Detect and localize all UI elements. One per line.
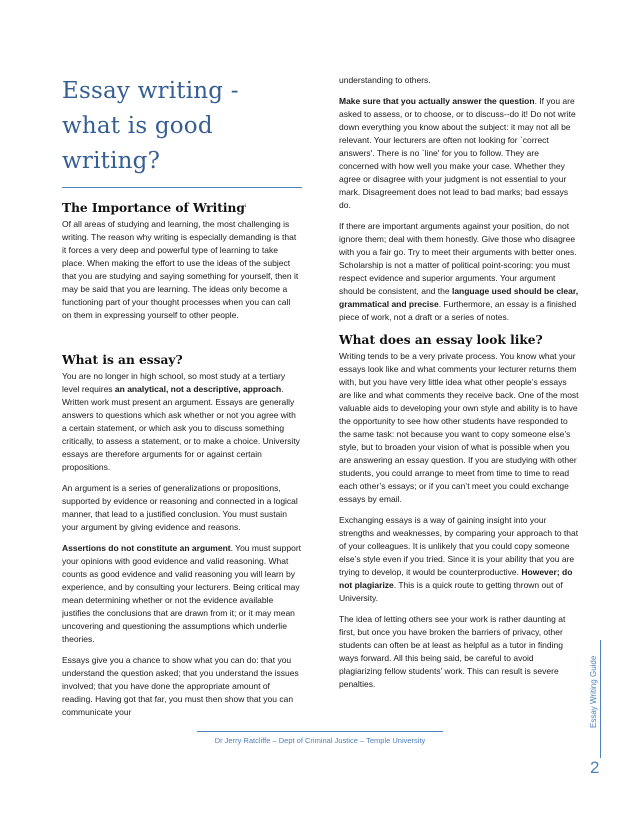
footer-text: Dr Jerry Ratcliffe – Dept of Criminal Justice – Temple University	[214, 736, 426, 745]
text-run: . Furthermore, an essay is a finished piece of work, not a draft or a series of notes.	[339, 299, 577, 322]
paragraph	[62, 542, 302, 646]
text-run: understanding to others.	[339, 75, 431, 85]
bold-text: an analytical, not a descriptive, approach	[114, 384, 282, 395]
paragraph	[62, 218, 302, 322]
page-number: 2	[590, 758, 600, 777]
section-heading-essay-look: What does an essay look like?	[339, 333, 543, 347]
text-run: Writing tends to be a very private process. You know what your essays look like and what comments your lecturer returns them with, but you have very little idea what other people’s essays are like and what comments they receive back. One of the most valuable aids to developing your own style and ability is to have the opportunity to see how other students have responded to the same task: not because you want to copy someone else’s style, but to broaden your vision of what is possible when you are answering an essay question. If you are studying with other students, you could arrange to meet from time to time to read each other’s essays; or if you can’t meet you could exchange essays by email.	[339, 351, 579, 504]
text-run: You are no longer in high school, so most study at a tertiary level requires	[62, 371, 286, 395]
paragraph	[339, 613, 579, 691]
text-run: . You must support your opinions with good evidence and valid reasoning. What counts as good evidence and valid reasoning you will learn by experience, and by consulting your lecturers. Being critical may mean determining whether or not the evidence available justifies the conclusions that are drawn from it; or it may mean uncovering and questioning the assumptions which underlie theories.	[62, 543, 302, 645]
bold-text: However; do not plagiarize	[339, 567, 573, 590]
bold-text: language used should be clear, grammatical and precise	[339, 286, 579, 309]
left-column	[62, 74, 302, 727]
text-run: An argument is a series of generalizations or propositions, supported by evidence or reasoning and connected in a logical manner, that lead to a justified conclusion. You must sustain your argument by giving evidence and reasons.	[62, 483, 298, 533]
text-run: . This is a quick route to getting thrown out of University.	[339, 580, 563, 603]
side-label: Essay Writing Guide	[589, 655, 598, 728]
text-run: . Written work must present an argument. Essays are generally answers to questions which ask whether or not you agree with a certain statement, or which ask you to discuss something critically, to assess a statement, or to make a choice. University essays are therefore arguments for or against certain propositions.	[62, 384, 300, 473]
paragraph	[339, 350, 579, 506]
text-run: Exchanging essays is a way of gaining insight into your strengths and weaknesses, by comparing your approach to that of your colleagues. It is unlikely that you could copy someone else’s style even if you tried. Since it is your ability that you are trying to develop, it would be counterproductive.	[339, 515, 579, 577]
section-heading-what-is-essay: What is an essay?	[62, 353, 183, 368]
bold-text: Make sure that you actually answer the question	[339, 96, 535, 106]
paragraph	[339, 220, 579, 324]
paragraph	[339, 74, 579, 87]
paragraph	[339, 514, 579, 605]
footnote-marker: i	[244, 203, 247, 209]
section-heading-importance: The Importance of Writing$^i$	[62, 201, 247, 216]
text-run: . If you are asked to assess, or to choose, or to discuss--do it! Do not write down everything you know about the subject: it may not all be relevant. Your lecturers are often not looking for `correct answers'. There is no `line' for you to follow. They are concerned with how well you make your case. Whether they agree or disagree with your judgment is not essential to your mark. Disagreement does not lead to bad marks; bad essays do.	[339, 96, 576, 210]
page-title: Essay writing - what is good writing?	[62, 78, 239, 174]
paragraph	[62, 482, 302, 534]
right-column	[339, 74, 579, 699]
title-divider	[62, 187, 302, 188]
paragraph	[339, 95, 579, 212]
paragraph	[62, 370, 302, 474]
text-run: If there are important arguments against your position, do not ignore them; deal with them honestly. Give those who disagree with you a fair go. Try to meet their arguments with better ones. Scholarship is not a matter of political point-scoring: you must respect evidence and superior arguments. Your argument should be consistent, and the	[339, 221, 577, 296]
text-run: Of all areas of studying and learning, the most challenging is writing. The reason why writing is especially demanding is that it forces a very deep and powerful type of learning to take place. When making the effort to use the ideas of the subject that you are studying and saying something for yourself, then it may be said that you are learning. The ideas only become a functioning part of your thought processes when you can call on them in expressing yourself to other people.	[62, 219, 299, 321]
footer-divider	[197, 731, 443, 732]
bold-text: Assertions do not constitute an argument	[62, 543, 231, 554]
text-run: The idea of letting others see your work is rather daunting at first, but once you have broken the barriers of privacy, other students can often be at least as helpful as a tutor in finding ways forward. All this being said, be careful to avoid plagiarizing fellow students’ work. This can result is severe penalties.	[339, 614, 566, 689]
paragraph	[62, 654, 302, 719]
side-divider	[600, 640, 601, 758]
text-run: Essays give you a chance to show what you can do: that you understand the question asked; that you understand the issues involved; that you have done the appropriate amount of reading. Having got that far, you must then show that you can communicate your	[62, 655, 299, 718]
